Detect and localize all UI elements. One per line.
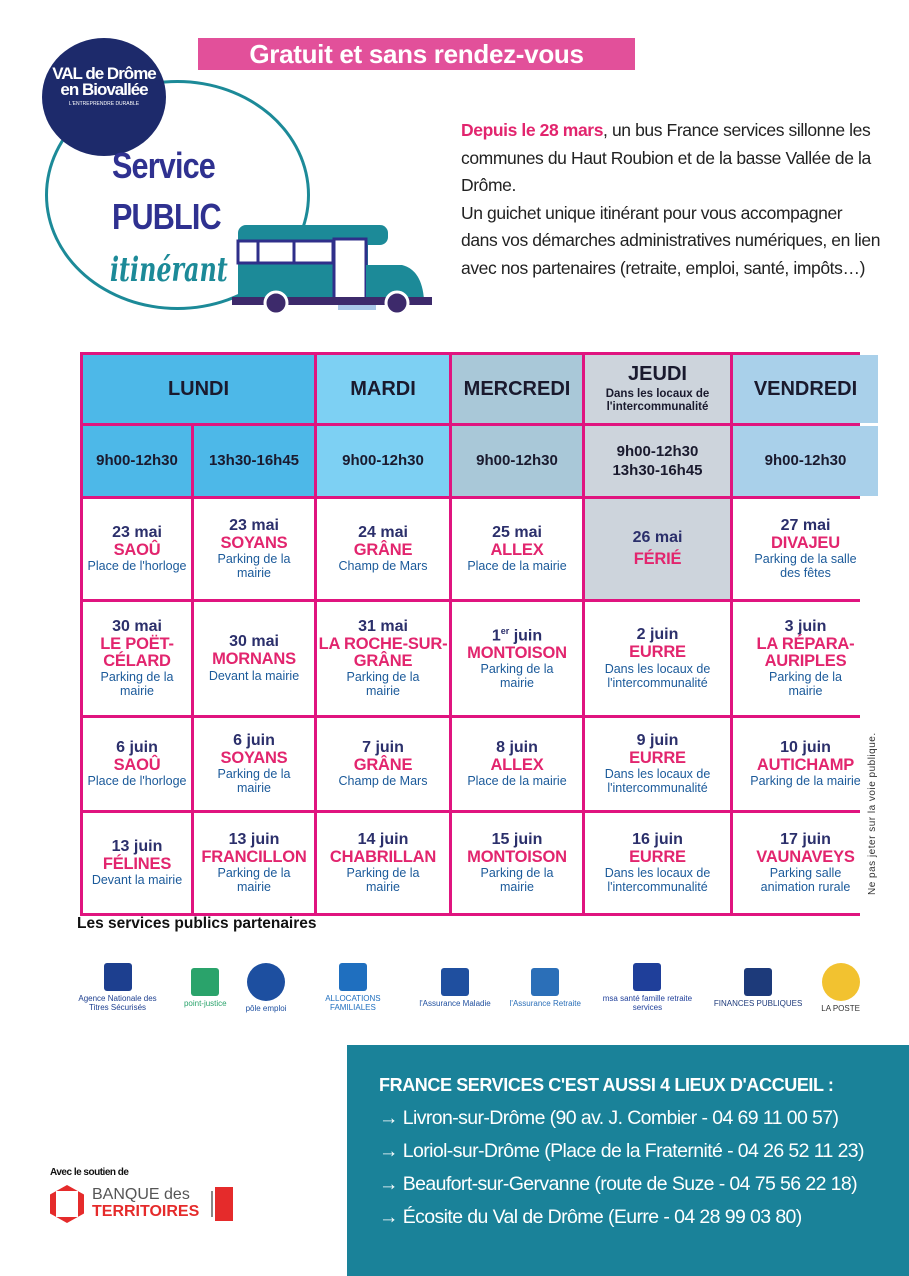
time-slot: 9h00-12h30 (733, 426, 878, 496)
partner-mark-icon (531, 968, 559, 996)
date: 23 mai (112, 523, 162, 541)
val-de-drome-logo (42, 38, 166, 156)
locations-title: FRANCE SERVICES C'EST AUSSI 4 LIEUX D'ACCUEIL : (379, 1075, 834, 1095)
schedule-cell (317, 813, 449, 913)
city: SOYANS (220, 533, 288, 552)
place: Place de la mairie (467, 559, 567, 574)
location-item (379, 1135, 909, 1168)
title-service: Service (112, 145, 215, 186)
date: 9 juin (636, 731, 679, 749)
date: 2 juin (636, 626, 679, 644)
partner-name: msa santé famille retraite services (602, 994, 693, 1012)
locations-list (379, 1102, 909, 1234)
place: Dans les locaux de l'intercommunalité (604, 661, 711, 690)
schedule-cell (317, 602, 449, 715)
date: 23 mai (229, 516, 279, 534)
city: GRÂNE (353, 755, 413, 774)
schedule-cell (83, 499, 191, 599)
schedule-cell (317, 499, 449, 599)
place: Place de l'horloge (87, 559, 187, 574)
city: ALLEX (490, 540, 544, 559)
place: Parking salle animation rurale (760, 866, 851, 895)
place: Devant la mairie (91, 873, 183, 888)
partner-name: LA POSTE (821, 1003, 860, 1013)
partner-logo (600, 963, 695, 1012)
city: CHABRILLAN (329, 847, 437, 866)
date: 13 juin (228, 830, 280, 848)
date: 3 juin (784, 617, 827, 635)
schedule-cell (585, 718, 730, 810)
date: 17 juin (780, 830, 831, 848)
partner-mark-icon (247, 963, 285, 1001)
arrow-right-icon: → (379, 1206, 403, 1228)
place: Parking de la mairie (217, 552, 291, 581)
place: Parking de la salle des fêtes (754, 552, 857, 581)
partner-logo (419, 968, 490, 1008)
partner-logo (184, 968, 227, 1008)
support-label: Avec le soutien de (50, 1167, 129, 1178)
schedule-cell (733, 499, 878, 599)
date: 30 mai (229, 633, 279, 651)
time-slot: 9h00-12h30 (83, 426, 191, 496)
partner-mark-icon (633, 963, 661, 991)
date-number: 1 (491, 627, 501, 645)
date-month: juin (509, 627, 543, 645)
partner-mark-icon (191, 968, 219, 996)
date: 8 juin (496, 738, 538, 756)
place: Parking de la mairie (769, 670, 842, 699)
header-mardi (317, 355, 449, 423)
city: GRÂNE (353, 540, 413, 559)
place: Dans les locaux de l'intercommunalité (604, 767, 711, 796)
day-label: JEUDI (628, 362, 687, 385)
schedule-cell (317, 718, 449, 810)
schedule-cell (194, 813, 314, 913)
city: EURRE (629, 748, 686, 767)
partner-name: Agence Nationale des Titres Sécurisés (78, 994, 157, 1012)
city: AUTICHAMP (756, 755, 855, 774)
date: 6 juin (233, 731, 275, 749)
partner-name: l'Assurance Retraite (509, 998, 581, 1008)
place: Place de la mairie (467, 774, 567, 789)
city: SAOÛ (113, 540, 161, 559)
schedule-cell (83, 718, 191, 810)
city: FÉRIÉ (633, 549, 682, 568)
location-text: Écosite du Val de Drôme (Eurre - 04 28 99 03 80) (402, 1206, 802, 1228)
intro-text-2: Un guichet unique itinérant pour vous accompagner dans vos démarches administratives numériques, en lien avec nos partenaires (retraite, emploi, santé, impôts…) (461, 202, 881, 278)
location-item (379, 1102, 909, 1135)
place: Parking de la mairie (217, 767, 291, 796)
partner-logo (510, 968, 581, 1008)
intro-highlight: Depuis le 28 mars (461, 120, 604, 140)
header-lundi (83, 355, 314, 423)
date: 14 juin (357, 830, 409, 848)
city: SOYANS (220, 748, 288, 767)
location-item (379, 1168, 909, 1201)
schedule-cell (194, 602, 314, 715)
header-jeudi (585, 355, 730, 423)
city: VAUNAVEYS (756, 847, 855, 866)
city: LA RÉPARA-AURIPLES (756, 634, 855, 670)
schedule-cell (83, 602, 191, 715)
header-mercredi (452, 355, 582, 423)
date: 13 juin (111, 837, 163, 855)
partner-mark-icon (104, 963, 132, 991)
location-text: Livron-sur-Drôme (90 av. J. Combier - 04 69 11 00 57) (402, 1107, 839, 1129)
schedule-cell (194, 499, 314, 599)
schedule-cell (733, 813, 878, 913)
time-slot: 9h00-12h30 13h30-16h45 (585, 426, 730, 496)
brand-line2: TERRITOIRES (92, 1203, 200, 1221)
place: Parking de la mairie (480, 866, 554, 895)
partner-name: FINANCES PUBLIQUES (713, 998, 803, 1008)
schedule-cell (83, 813, 191, 913)
logo-line1: VAL de Drôme (52, 64, 156, 83)
city: EURRE (629, 643, 686, 662)
date: 24 mai (358, 523, 408, 541)
partner-logos (70, 955, 860, 1020)
partner-logo (821, 963, 860, 1013)
logo-line2: en Biovallée (60, 80, 148, 99)
header-vendredi (733, 355, 878, 423)
place: Dans les locaux de l'intercommunalité (604, 866, 711, 895)
location-text: Beaufort-sur-Gervanne (route de Suze - 04 75 56 22 18) (402, 1173, 858, 1195)
schedule-cell (452, 813, 582, 913)
schedule-cell (452, 602, 582, 715)
time-slot: 9h00-12h30 (452, 426, 582, 496)
place: Parking de la mairie (100, 670, 174, 699)
city: FÉLINES (102, 854, 172, 873)
schedule-cell (733, 718, 878, 810)
place: Devant la mairie (208, 668, 300, 683)
schedule-cell (452, 718, 582, 810)
city: LA ROCHE-SUR-GRÂNE (318, 634, 448, 670)
partner-name: l'Assurance Maladie (419, 998, 491, 1008)
time-slot: 13h30-16h45 (194, 426, 314, 496)
partner-name: point-justice (183, 998, 227, 1008)
day-sublabel: Dans les locaux de l'intercommunalité (605, 387, 710, 413)
place: Parking de la mairie (217, 866, 291, 895)
logo-line3: L'ENTREPRENDRE DURABLE (68, 101, 140, 107)
arrow-right-icon: → (379, 1173, 403, 1195)
date: 7 juin (362, 738, 404, 756)
intro-text: , un bus France services sillonne les communes du Haut Roubion et de la basse Vallée de la Drôme. (461, 120, 871, 195)
partner-mark-icon (744, 968, 772, 996)
city: DIVAJEU (771, 533, 840, 552)
schedule-cell (585, 602, 730, 715)
partner-name: ALLOCATIONS FAMILIALES (325, 994, 381, 1012)
date (492, 627, 542, 645)
partner-mark-icon (822, 963, 860, 1001)
arrow-right-icon: → (379, 1140, 403, 1162)
city: FRANCILLON (201, 847, 307, 866)
city: ALLEX (490, 755, 544, 774)
schedule-table (80, 352, 860, 916)
schedule-cell (733, 602, 878, 715)
partner-name: pôle emploi (245, 1003, 287, 1013)
date: 31 mai (358, 617, 408, 635)
partner-mark-icon (339, 963, 367, 991)
city: MORNANS (212, 650, 296, 669)
side-note: Ne pas jeter sur la voie publique. (867, 732, 878, 895)
bus-icon (232, 225, 432, 315)
date: 25 mai (492, 523, 542, 541)
day-label: MARDI (350, 377, 416, 400)
place: Place de l'horloge (87, 774, 187, 789)
day-label: LUNDI (167, 377, 230, 400)
location-text: Loriol-sur-Drôme (Place de la Fraternité - 04 26 52 11 23) (402, 1140, 864, 1162)
city: LE POËT-CÉLARD (100, 634, 174, 670)
schedule-cell (585, 499, 730, 599)
arrow-right-icon: → (379, 1107, 403, 1129)
date: 6 juin (116, 738, 158, 756)
city: SAOÛ (113, 755, 161, 774)
hexagon-icon (50, 1185, 84, 1223)
city: EURRE (629, 847, 686, 866)
date: 16 juin (632, 830, 683, 848)
location-item (379, 1201, 909, 1234)
date: 26 mai (632, 528, 683, 546)
partner-logo (714, 968, 802, 1008)
date: 10 juin (780, 738, 831, 756)
place: Parking de la mairie (346, 670, 420, 699)
free-no-appointment-banner: Gratuit et sans rendez-vous (198, 38, 635, 70)
brand-line1: BANQUE des (92, 1186, 190, 1204)
place: Champ de Mars (338, 559, 428, 574)
date: 30 mai (112, 617, 162, 635)
city: MONTOISON (467, 643, 567, 662)
schedule-cell (585, 813, 730, 913)
title-itinerant: itinérant (110, 250, 228, 290)
banque-des-territoires-logo (50, 1185, 233, 1223)
day-label: MERCREDI (463, 377, 571, 400)
title-public: PUBLIC (112, 196, 221, 237)
partner-logo (305, 963, 400, 1012)
date: 15 juin (491, 830, 543, 848)
partner-logo (246, 963, 287, 1013)
place: Parking de la mairie (480, 662, 554, 691)
partner-mark-icon (441, 968, 469, 996)
place: Champ de Mars (338, 774, 428, 789)
day-label: VENDREDI (753, 377, 858, 400)
locations-box (347, 1045, 909, 1276)
city: MONTOISON (467, 847, 567, 866)
caisse-des-depots-icon (213, 1187, 233, 1221)
date-suffix: er (500, 625, 510, 636)
place: Parking de la mairie (750, 774, 861, 789)
place: Parking de la mairie (346, 866, 420, 895)
partner-logo (70, 963, 165, 1012)
intro-paragraph (461, 117, 881, 282)
schedule-cell (452, 499, 582, 599)
date: 27 mai (780, 516, 831, 534)
time-slot: 9h00-12h30 (317, 426, 449, 496)
partners-title: Les services publics partenaires (77, 915, 317, 932)
schedule-cell (194, 718, 314, 810)
